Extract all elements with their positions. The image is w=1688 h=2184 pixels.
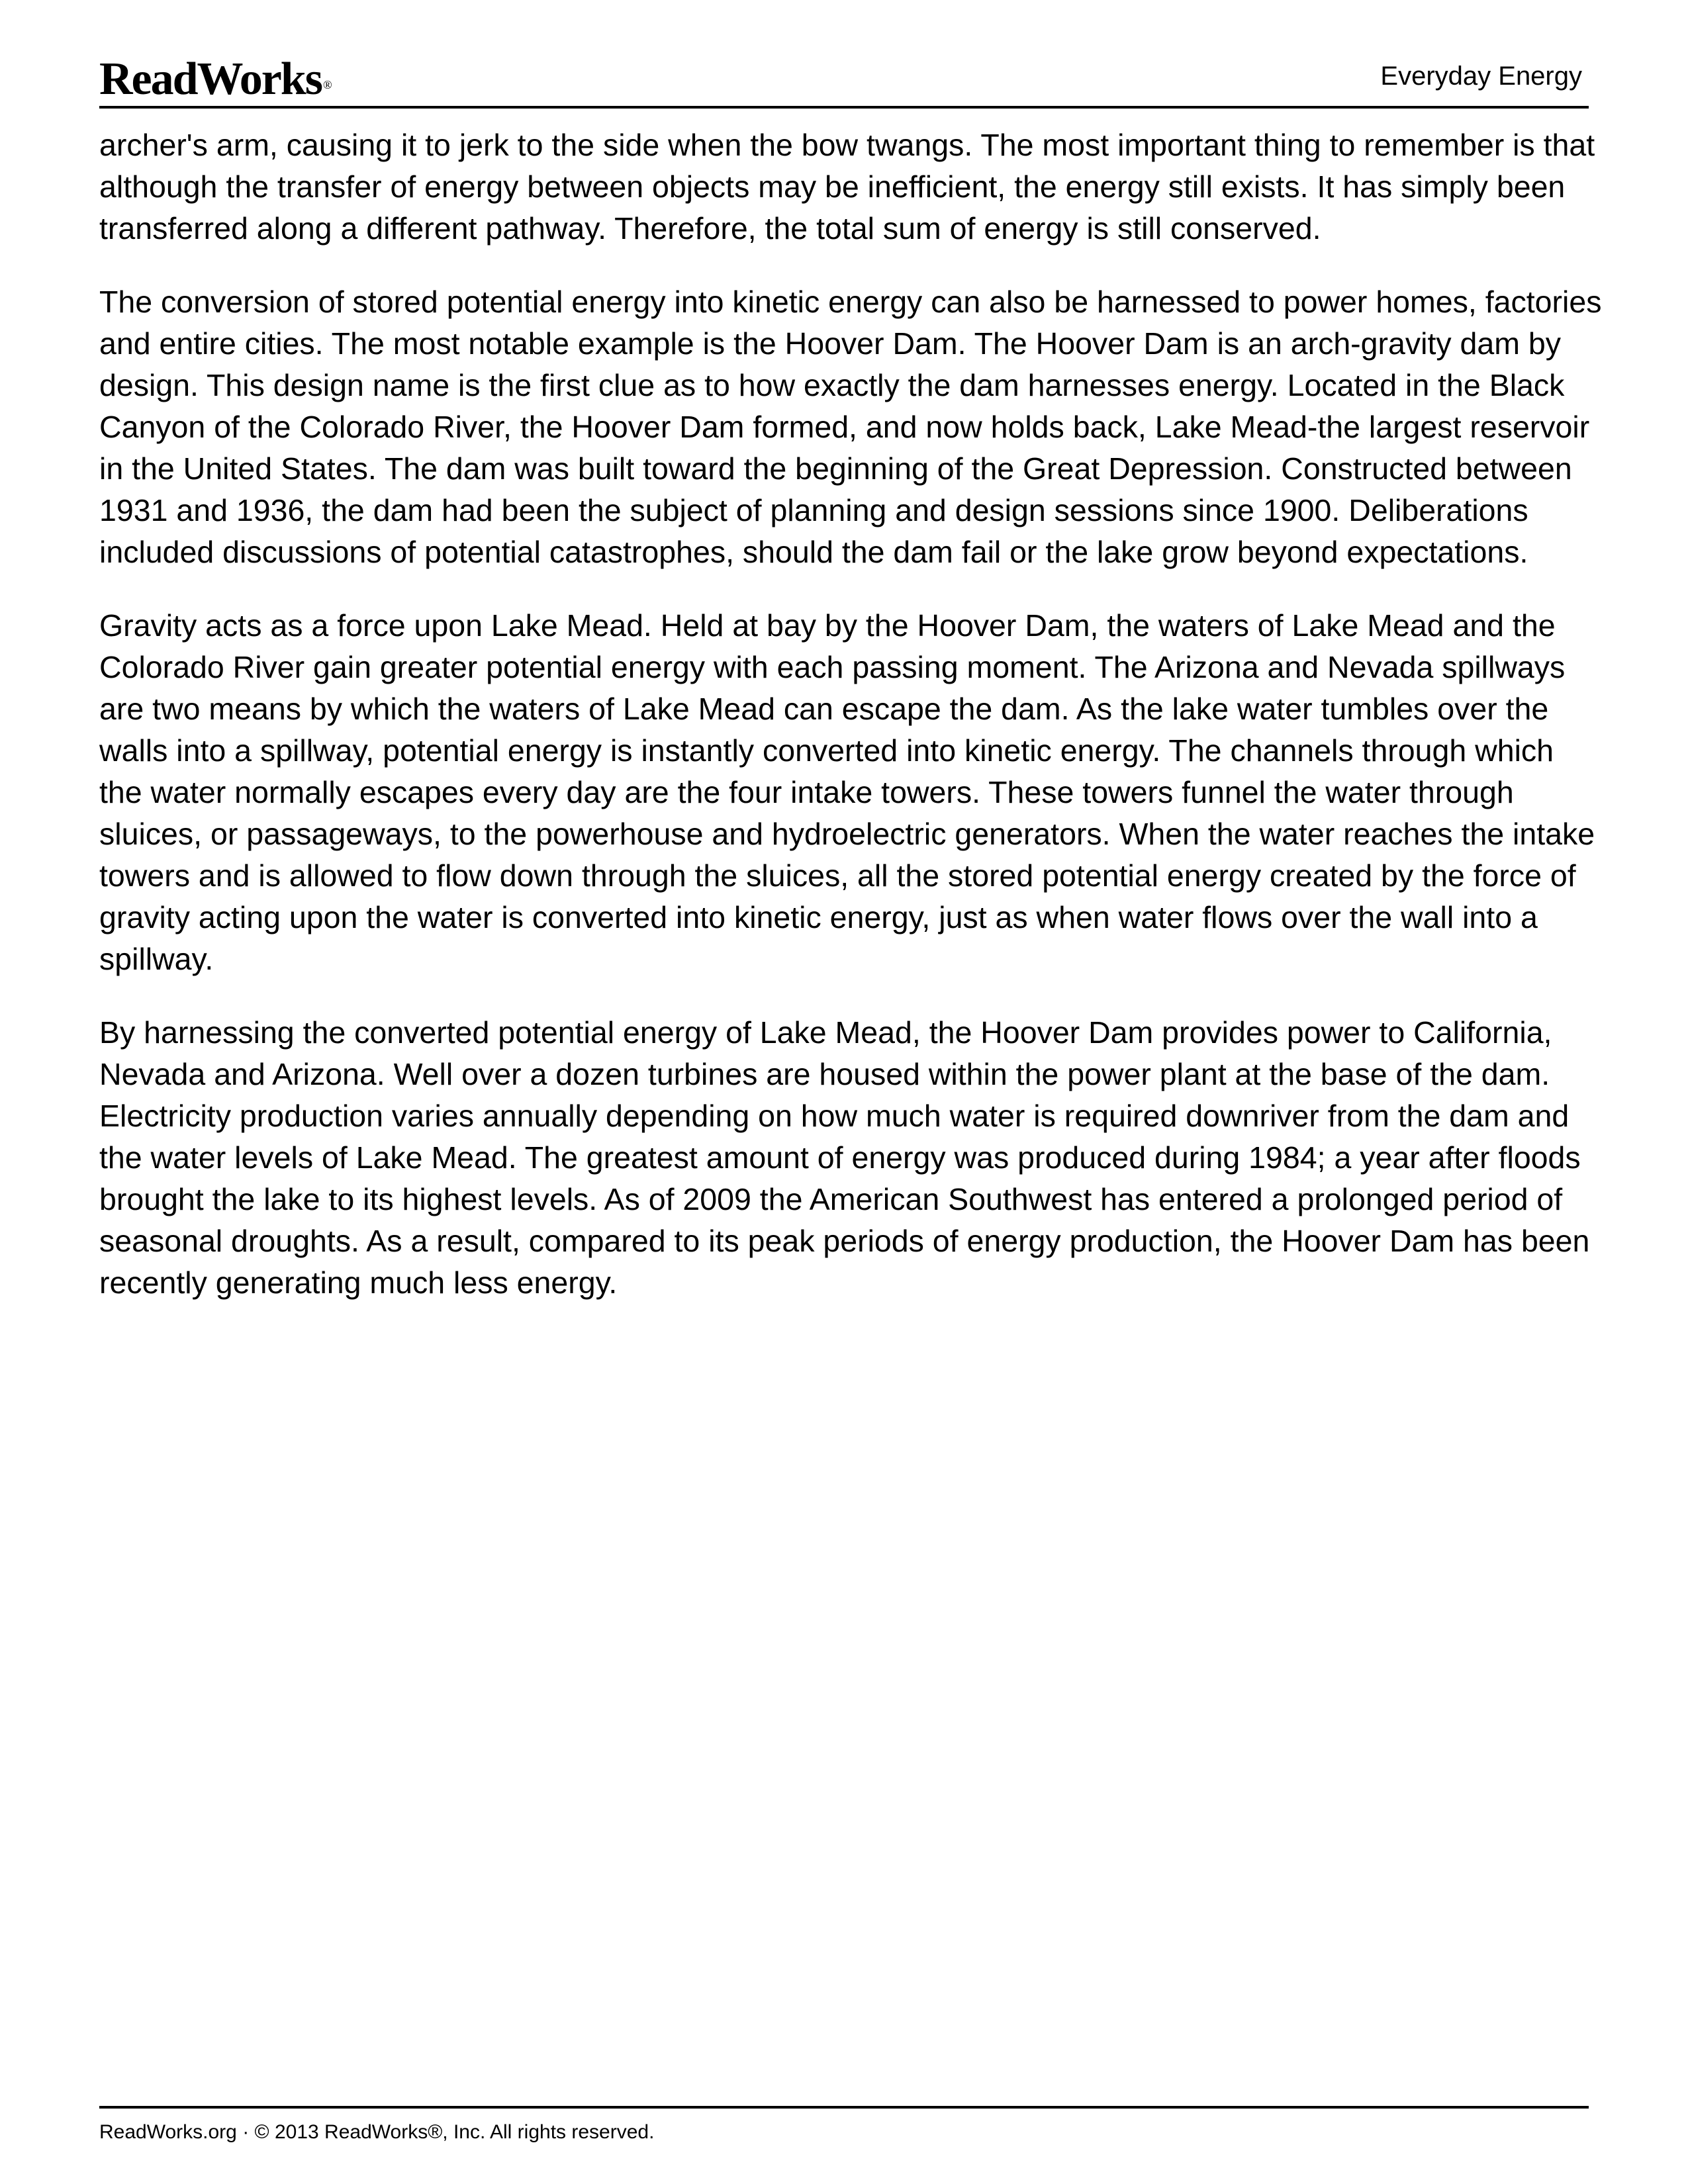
paragraph-2: The conversion of stored potential energy into kinetic energy can also be harnessed to power homes, factories and entire cities. The most notable example is the Hoover Dam. The Hoover Dam is an arch-gravity dam by design. This design name is the first clue as to how exactly the dam harnesses energy. Located in the Black Canyon of the Colorado River, the Hoover Dam formed, and now holds back, Lake Mead-the largest reservoir in the United States. The dam was built toward the beginning of the Great Depression. Constructed between 1931 and 1936, the dam had been the subject of planning and design sessions since 1900. Deliberations included discussions of potential catastrophes, should the dam fail or the lake grow beyond expectations. xyxy=(99,285,1602,569)
page-footer xyxy=(99,2106,1589,2144)
paragraph-1: archer's arm, causing it to jerk to the side when the bow twangs. The most important thing to remember is that although the transfer of energy between objects may be inefficient, the energy still exists. It has simply been transferred along a different pathway. Therefore, the total sum of energy is still conserved. xyxy=(99,128,1595,246)
page-header xyxy=(99,53,1589,109)
article-body xyxy=(99,124,1602,1336)
logo-text: ReadWorks xyxy=(99,54,322,105)
document-title: Everyday Energy xyxy=(1380,62,1582,91)
paragraph-4: By harnessing the converted potential energy of Lake Mead, the Hoover Dam provides power to California, Nevada and Arizona. Well over a dozen turbines are housed within the power plant at the base of the dam. Electricity production varies annually depending on how much water is required downriver from the dam and the water levels of Lake Mead. The greatest amount of energy was produced during 1984; a year after floods brought the lake to its highest levels. As of 2009 the American Southwest has entered a prolonged period of seasonal droughts. As a result, compared to its peak periods of energy production, the Hoover Dam has been recently generating much less energy. xyxy=(99,1015,1590,1300)
readworks-logo xyxy=(99,53,331,106)
paragraph-3: Gravity acts as a force upon Lake Mead. Held at bay by the Hoover Dam, the waters of Lake Mead and the Colorado River gain greater potential energy with each passing moment. The Arizona and Nevada spillways are two means by which the waters of Lake Mead can escape the dam. As the lake water tumbles over the walls into a spillway, potential energy is instantly converted into kinetic energy. The channels through which the water normally escapes every day are the four intake towers. These towers funnel the water through sluices, or passageways, to the powerhouse and hydroelectric generators. When the water reaches the intake towers and is allowed to flow down through the sluices, all the stored potential energy created by the force of gravity acting upon the water is converted into kinetic energy, just as when water flows over the wall into a spillway. xyxy=(99,608,1595,976)
copyright-text: ReadWorks.org · © 2013 ReadWorks®, Inc. All rights reserved. xyxy=(99,2121,655,2143)
registered-mark: ® xyxy=(322,78,331,91)
